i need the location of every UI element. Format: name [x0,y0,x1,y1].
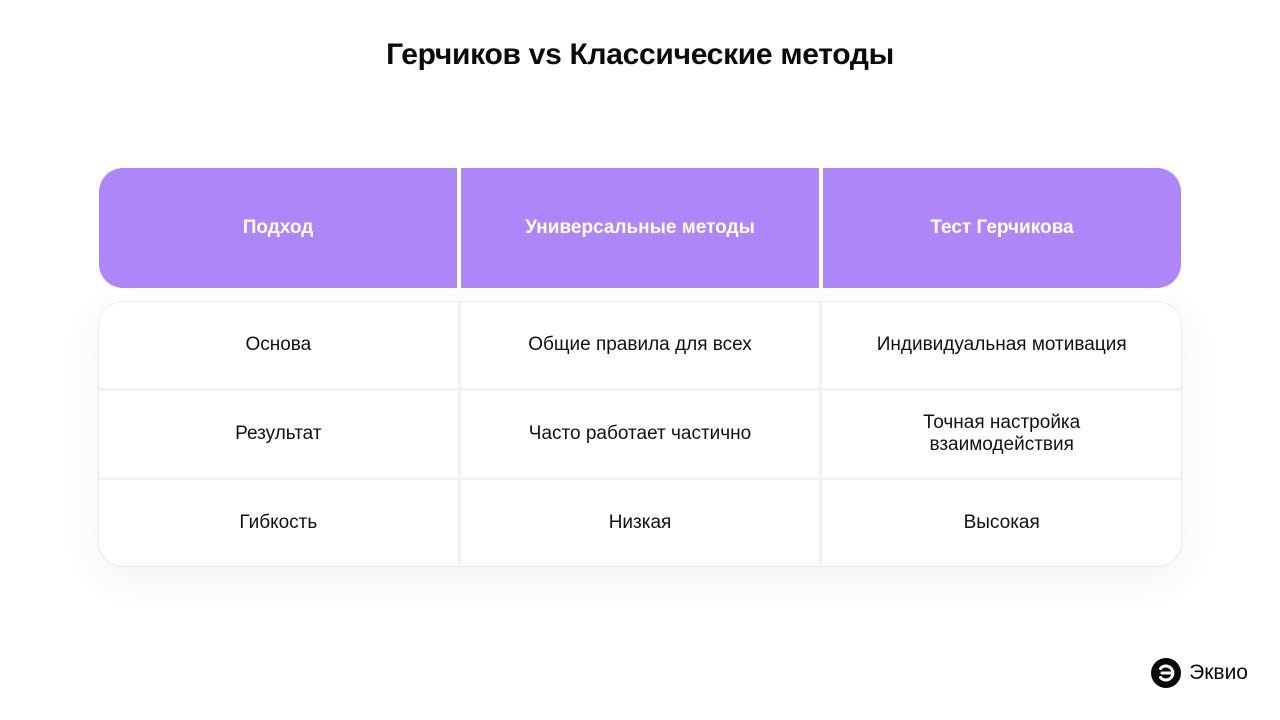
header-cell-gerchikov-test: Тест Герчикова [819,168,1181,288]
comparison-table [99,168,1181,566]
logo-text: Эквио [1189,661,1248,684]
table-row [99,302,1181,388]
header-cell-universal-methods: Универсальные методы [457,168,819,288]
header-cell-approach: Подход [99,168,457,288]
table-cell: Низкая [458,480,820,566]
table-cell: Результат [235,423,322,445]
ekvio-logo-icon [1151,658,1181,688]
table-row [99,388,1181,477]
table-header-row [99,168,1181,288]
table-cell: Высокая [819,480,1181,566]
table-cell: Часто работает частично [458,391,820,477]
table-cell: Гибкость [239,512,318,534]
table-body [99,302,1181,566]
table-cell: Общие правила для всех [458,302,820,388]
table-row [99,477,1181,566]
table-cell: Индивидуальная мотивация [819,302,1181,388]
page-title: Герчиков vs Классические методы [386,38,894,71]
brand-logo [1151,658,1248,688]
table-cell: Точная настройка взаимодействия [819,391,1181,477]
table-cell: Основа [245,334,312,356]
